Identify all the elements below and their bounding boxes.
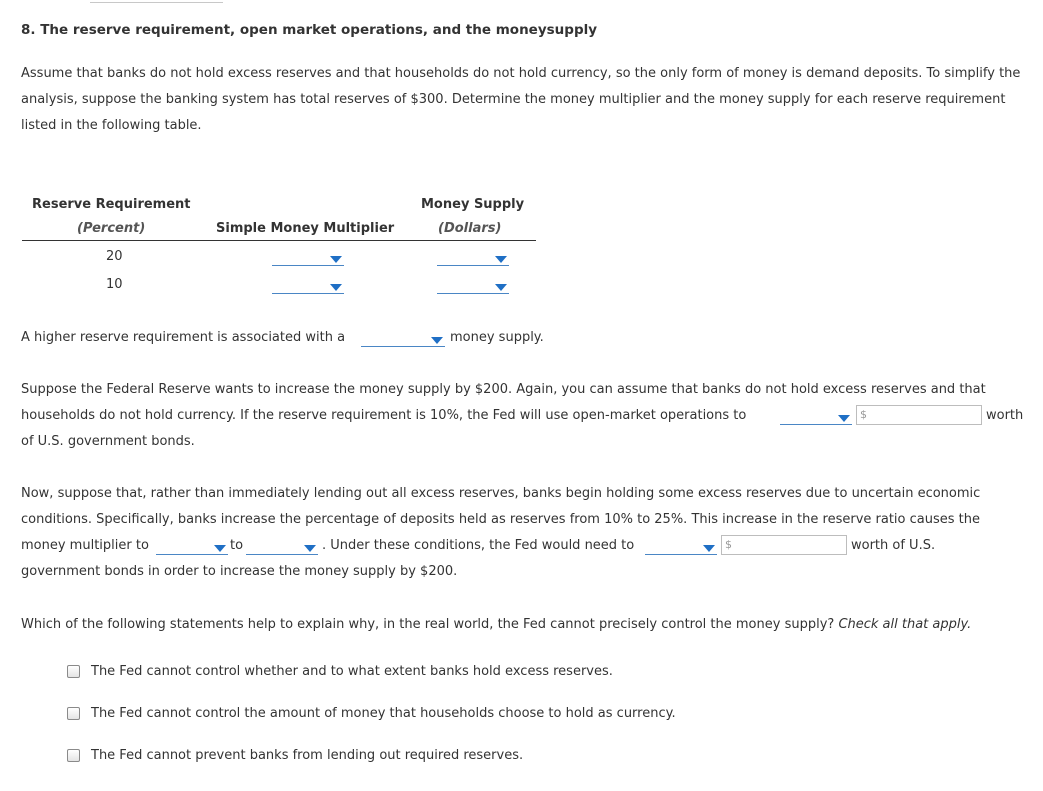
- reserve-cell-row2: 10: [106, 277, 123, 292]
- dollar-sign: $: [860, 408, 867, 421]
- excess-question-line1: Now, suppose that, rather than immediately lending out all excess reserves, banks begin holding some excess reserves due to uncertain economic: [21, 486, 981, 501]
- triangle-down-icon: [214, 545, 226, 552]
- fed-amount-input[interactable]: [856, 405, 982, 425]
- top-divider: [90, 0, 223, 3]
- excess-action-dropdown[interactable]: [645, 540, 717, 555]
- triangle-down-icon: [304, 545, 316, 552]
- multiplier-dropdown-row1[interactable]: [272, 251, 344, 266]
- fed-question-worth: worth: [986, 408, 1024, 423]
- triangle-down-icon: [703, 545, 715, 552]
- question-title: 8. The reserve requirement, open market operations, and the moneysupply: [21, 22, 598, 38]
- multiplier-from-dropdown[interactable]: [156, 540, 228, 555]
- triangle-down-icon: [330, 284, 342, 291]
- col-reserve-header: Reserve Requirement: [32, 197, 191, 212]
- fed-question-line2: households do not hold currency. If the reserve requirement is 10%, the Fed will use open-market operations to: [21, 408, 747, 423]
- option2-label: The Fed cannot control the amount of money that households choose to hold as currency.: [91, 706, 676, 721]
- excess-amount-input[interactable]: [721, 535, 847, 555]
- multiplier-dropdown-row2[interactable]: [272, 279, 344, 294]
- option3-checkbox[interactable]: [67, 749, 80, 762]
- triangle-down-icon: [431, 337, 443, 344]
- triangle-down-icon: [330, 256, 342, 263]
- option1-checkbox[interactable]: [67, 665, 80, 678]
- fed-action-dropdown[interactable]: [780, 410, 852, 425]
- excess-question-line3-mid: . Under these conditions, the Fed would need to: [322, 538, 635, 553]
- money-supply-dropdown-row1[interactable]: [437, 251, 509, 266]
- reserve-cell-row1: 20: [106, 249, 123, 264]
- col-multiplier-header: Simple Money Multiplier: [216, 221, 395, 236]
- option3-label: The Fed cannot prevent banks from lending out required reserves.: [91, 748, 524, 763]
- excess-question-line3-prefix: money multiplier to: [21, 538, 149, 553]
- higher-reserve-dropdown[interactable]: [361, 332, 445, 347]
- to-label: to: [230, 538, 244, 553]
- question-intro: Assume that banks do not hold excess reserves and that households do not hold currency, so the only form of money is demand deposits. To simplify the analysis, suppose the banking system has total reserves of $300. Determine the money multiplier and the money supply for each reserve requirement listed in the following table.: [21, 66, 1021, 133]
- fed-question-line1: Suppose the Federal Reserve wants to increase the money supply by $200. Again, you can assume that banks do not hold excess reserves and that: [21, 382, 986, 397]
- table-header-rule: [22, 240, 536, 241]
- fed-question-line3: of U.S. government bonds.: [21, 434, 195, 449]
- option1-label: The Fed cannot control whether and to what extent banks hold excess reserves.: [91, 664, 613, 679]
- col-money-sub: (Dollars): [438, 221, 502, 236]
- why-prompt: Which of the following statements help to explain why, in the real world, the Fed cannot precisely control the money supply? Check all that apply.: [21, 617, 972, 632]
- triangle-down-icon: [495, 284, 507, 291]
- triangle-down-icon: [495, 256, 507, 263]
- multiplier-to-dropdown[interactable]: [246, 540, 318, 555]
- triangle-down-icon: [838, 415, 850, 422]
- excess-question-line4: government bonds in order to increase the money supply by $200.: [21, 564, 458, 579]
- col-money-header: Money Supply: [421, 197, 525, 212]
- higher-reserve-prefix: A higher reserve requirement is associated with a: [21, 330, 346, 345]
- money-supply-dropdown-row2[interactable]: [437, 279, 509, 294]
- col-reserve-sub: (Percent): [77, 221, 146, 236]
- dollar-sign: $: [725, 538, 732, 551]
- higher-reserve-suffix: money supply.: [450, 330, 544, 345]
- excess-question-worth: worth of U.S.: [851, 538, 936, 553]
- option2-checkbox[interactable]: [67, 707, 80, 720]
- excess-question-line2: conditions. Specifically, banks increase the percentage of deposits held as reserves from 10% to 25%. This increase in the reserve ratio causes the: [21, 512, 980, 527]
